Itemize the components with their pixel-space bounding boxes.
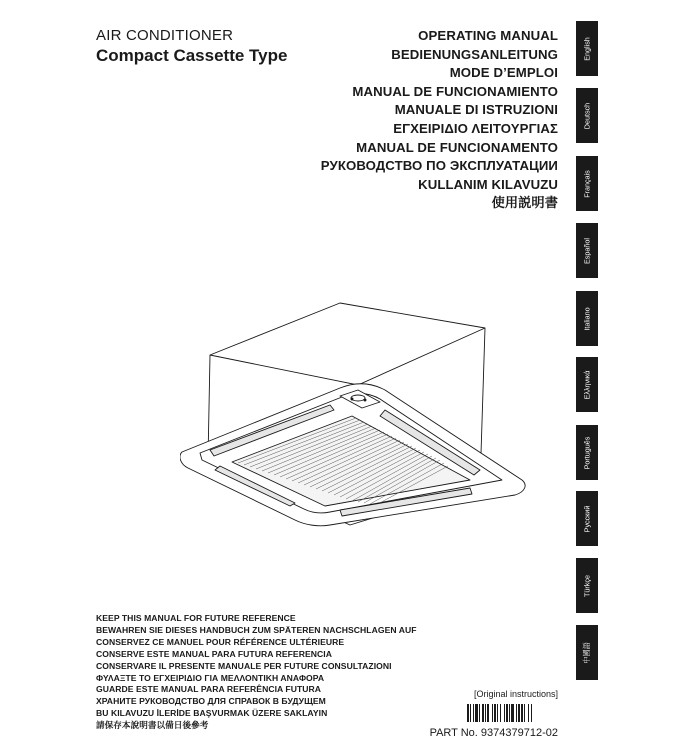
tab-english[interactable] (576, 21, 598, 76)
tab-portugues[interactable] (576, 425, 598, 480)
manual-title-italian: MANUALE DI ISTRUZIONI (394, 102, 558, 118)
manual-title-spanish: MANUAL DE FUNCIONAMIENTO (352, 83, 558, 99)
manual-title-turkish: KULLANIM KILAVUZU (418, 176, 558, 192)
keep-note-german: BEWAHREN SIE DIESES HANDBUCH ZUM SPÄTEREN NACHSCHLAGEN AUF (96, 624, 417, 635)
tab-turkce[interactable] (576, 558, 598, 613)
tab-label: Italiano (582, 306, 592, 331)
manual-title-russian: РУКОВОДСТВО ПО ЭКСПЛУАТАЦИИ (320, 158, 558, 174)
original-instructions-label: [Original instructions] (473, 689, 558, 699)
tab-label: Русский (582, 505, 592, 532)
keep-note-chinese: 請保存本說明書以備日後參考 (96, 720, 209, 731)
tab-russian[interactable] (576, 491, 598, 546)
manual-title-greek: ΕΓΧΕΙΡΙΔΙΟ ΛΕΙΤΟΥΡΓΙΑΣ (393, 120, 558, 136)
keep-note-english: KEEP THIS MANUAL FOR FUTURE REFERENCE (96, 613, 296, 623)
tab-italiano[interactable] (576, 291, 598, 346)
product-name: Compact Cassette Type (96, 46, 288, 65)
product-category: AIR CONDITIONER (96, 27, 234, 44)
manual-title-english: OPERATING MANUAL (418, 28, 558, 43)
tab-label: 中國語 (582, 641, 591, 664)
keep-note-spanish: CONSERVE ESTE MANUAL PARA FUTURA REFERENCIA (96, 648, 332, 659)
manual-title-portuguese: MANUAL DE FUNCIONAMENTO (356, 139, 558, 155)
tab-label: Español (582, 237, 592, 264)
tab-deutsch[interactable] (576, 88, 598, 143)
tab-label: Ελληνικά (582, 370, 592, 399)
tab-label: English (582, 36, 592, 61)
keep-note-russian: ХРАНИТЕ РУКОВОДСТВО ДЛЯ СПРАВОК В БУДУЩЕМ (96, 696, 326, 707)
manual-title-german: BEDIENUNGSANLEITUNG (391, 46, 558, 62)
tab-label: Français (582, 169, 592, 198)
barcode-icon (467, 704, 558, 722)
tab-label: Português (582, 436, 592, 469)
tab-label: Türkçe (582, 574, 592, 597)
keep-note-greek: ΦΥΛΑΞΤΕ ΤΟ ΕΓΧΕΙΡΙΔΙΟ ΓΙΑ ΜΕΛΛΟΝΤΙΚΗ ΑΝΑΦΟΡΑ (96, 672, 325, 683)
keep-note-french: CONSERVEZ CE MANUEL POUR RÉFÉRENCE ULTÉRIEURE (96, 636, 345, 647)
keep-note-italian: CONSERVARE IL PRESENTE MANUALE PER FUTURE CONSULTAZIONI (96, 660, 392, 671)
tab-francais[interactable] (576, 156, 598, 211)
manual-titles (321, 27, 558, 213)
part-number: PART No. 9374379712-02 (429, 727, 558, 739)
keep-manual-notes (96, 613, 417, 732)
ceiling-cassette-unit-icon (180, 300, 530, 530)
manual-title-french: MODE D’EMPLOI (449, 65, 558, 81)
tab-chinese[interactable] (576, 625, 598, 680)
tab-espanol[interactable] (576, 223, 598, 278)
keep-note-portuguese: GUARDE ESTE MANUAL PARA REFERÊNCIA FUTURA (96, 684, 322, 695)
manual-title-chinese: 使用説明書 (491, 195, 558, 211)
tab-label: Deutsch (582, 102, 592, 129)
tab-greek[interactable] (576, 357, 598, 412)
keep-note-turkish: BU KILAVUZU İLERİDE BAŞVURMAK ÜZERE SAKLAYIN (96, 708, 328, 719)
